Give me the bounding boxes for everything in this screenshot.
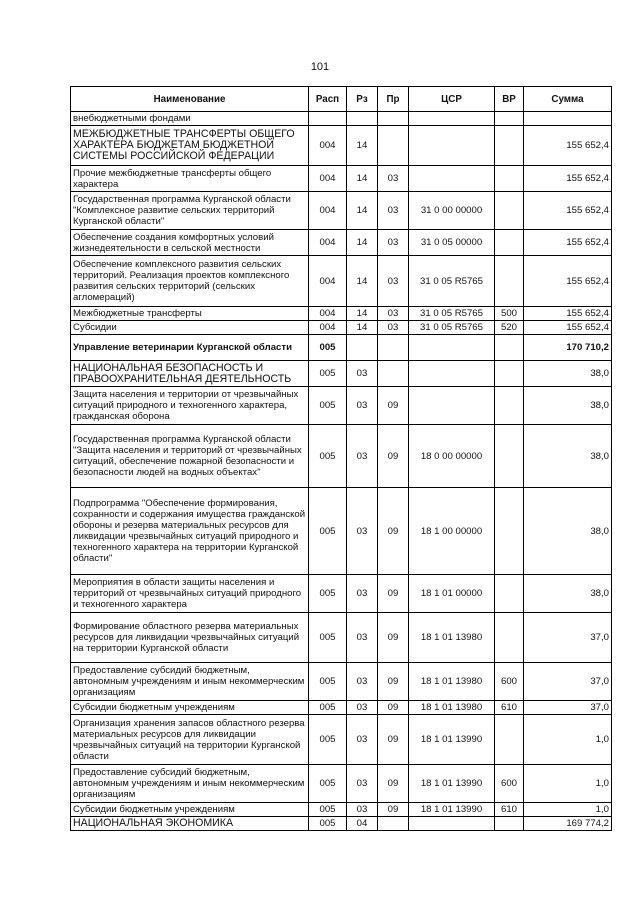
cell-pr [378, 126, 409, 166]
cell-sum: 1,0 [524, 765, 612, 803]
cell-rasp: 005 [309, 613, 347, 663]
cell-pr: 09 [378, 715, 409, 765]
cell-pr [378, 361, 409, 387]
cell-rz: 03 [347, 715, 378, 765]
header-rz: Рз [347, 87, 378, 112]
cell-rasp: 004 [309, 321, 347, 335]
cell-rasp: 004 [309, 192, 347, 230]
header-vr: ВР [495, 87, 524, 112]
table-row [71, 361, 612, 387]
cell-vr [495, 112, 524, 126]
cell-sum: 155 652,4 [524, 126, 612, 166]
cell-name: внебюджетными фондами [71, 112, 309, 126]
cell-rz: 14 [347, 126, 378, 166]
header-pr: Пр [378, 87, 409, 112]
cell-name: Обеспечение создания комфортных условий жизнедеятельности в сельской местности [71, 230, 309, 256]
cell-pr [378, 112, 409, 126]
cell-vr [495, 715, 524, 765]
cell-pr: 09 [378, 765, 409, 803]
cell-vr: 600 [495, 765, 524, 803]
cell-rz: 03 [347, 803, 378, 817]
cell-csr: 18 1 01 13990 [409, 765, 495, 803]
table-row [71, 192, 612, 230]
table-row [71, 701, 612, 715]
cell-rz: 03 [347, 613, 378, 663]
cell-name: Межбюджетные трансферты [71, 307, 309, 321]
cell-vr [495, 335, 524, 361]
cell-vr: 610 [495, 803, 524, 817]
cell-rz: 14 [347, 321, 378, 335]
cell-rasp: 005 [309, 817, 347, 831]
cell-name: Подпрограмма "Обеспечение формирования, сохранности и содержания имущества гражданской обороны и резерва материальных ресурсов для ликвидации чрезвычайных ситуаций природного и техногенного характера на территории Курганской области" [71, 488, 309, 575]
cell-name: Прочие межбюджетные трансферты общего характера [71, 166, 309, 192]
table-row [71, 488, 612, 575]
cell-csr [409, 817, 495, 831]
table-row [71, 126, 612, 166]
cell-sum: 38,0 [524, 575, 612, 613]
cell-rasp: 005 [309, 701, 347, 715]
cell-pr: 09 [378, 575, 409, 613]
cell-rz: 03 [347, 701, 378, 715]
header-csr: ЦСР [409, 87, 495, 112]
cell-csr [409, 361, 495, 387]
page-number: 101 [310, 61, 330, 73]
cell-sum: 1,0 [524, 715, 612, 765]
cell-rz: 04 [347, 817, 378, 831]
cell-sum: 38,0 [524, 425, 612, 488]
cell-rz: 03 [347, 425, 378, 488]
cell-pr: 09 [378, 425, 409, 488]
cell-name: Государственная программа Курганской области "Защита населения и территорий от чрезвычайных ситуаций, обеспечение пожарной безопасности и безопасности людей на водных объектах" [71, 425, 309, 488]
cell-csr: 18 1 01 13980 [409, 701, 495, 715]
cell-csr [409, 335, 495, 361]
cell-csr [409, 387, 495, 425]
cell-pr: 09 [378, 613, 409, 663]
table-row [71, 256, 612, 307]
cell-sum: 37,0 [524, 701, 612, 715]
table-row [71, 817, 612, 831]
cell-sum: 1,0 [524, 803, 612, 817]
table-row [71, 307, 612, 321]
table-row [71, 335, 612, 361]
cell-pr: 03 [378, 230, 409, 256]
cell-csr: 31 0 05 R5765 [409, 256, 495, 307]
header-rasp: Расп [309, 87, 347, 112]
cell-vr [495, 126, 524, 166]
cell-sum: 155 652,4 [524, 166, 612, 192]
cell-sum: 155 652,4 [524, 321, 612, 335]
table-row [71, 575, 612, 613]
cell-sum: 38,0 [524, 387, 612, 425]
cell-name: Обеспечение комплексного развития сельских территорий. Реализация проектов комплексного развития сельских территорий (сельских агломераций) [71, 256, 309, 307]
cell-name: Предоставление субсидий бюджетным, автономным учреждениям и иным некоммерческим организациям [71, 765, 309, 803]
cell-vr: 520 [495, 321, 524, 335]
cell-vr [495, 488, 524, 575]
cell-csr [409, 126, 495, 166]
cell-name: НАЦИОНАЛЬНАЯ ЭКОНОМИКА [71, 817, 309, 831]
cell-sum: 170 710,2 [524, 335, 612, 361]
cell-name: Защита населения и территории от чрезвычайных ситуаций природного и техногенного характера, гражданская оборона [71, 387, 309, 425]
cell-name: Субсидии [71, 321, 309, 335]
cell-pr: 03 [378, 321, 409, 335]
cell-vr [495, 425, 524, 488]
cell-csr: 18 1 01 13980 [409, 663, 495, 701]
cell-rz: 03 [347, 575, 378, 613]
table-row [71, 425, 612, 488]
cell-vr [495, 575, 524, 613]
cell-rasp: 005 [309, 335, 347, 361]
cell-vr [495, 256, 524, 307]
cell-rasp [309, 112, 347, 126]
cell-sum: 155 652,4 [524, 307, 612, 321]
cell-pr: 09 [378, 488, 409, 575]
cell-rasp: 005 [309, 488, 347, 575]
cell-rz: 03 [347, 361, 378, 387]
table-row [71, 765, 612, 803]
header-sum: Сумма [524, 87, 612, 112]
table-row [71, 715, 612, 765]
cell-csr: 18 1 00 00000 [409, 488, 495, 575]
cell-rz: 14 [347, 230, 378, 256]
header-name: Наименование [71, 87, 309, 112]
cell-csr: 18 1 01 13980 [409, 613, 495, 663]
cell-name: Предоставление субсидий бюджетным, автономным учреждениям и иным некоммерческим организациям [71, 663, 309, 701]
cell-rasp: 005 [309, 361, 347, 387]
cell-csr: 18 1 01 00000 [409, 575, 495, 613]
table-row [71, 613, 612, 663]
cell-rasp: 004 [309, 230, 347, 256]
cell-vr [495, 387, 524, 425]
table-row [71, 166, 612, 192]
cell-rasp: 005 [309, 575, 347, 613]
cell-name: Управление ветеринарии Курганской области [71, 335, 309, 361]
cell-pr: 03 [378, 256, 409, 307]
cell-rz: 03 [347, 488, 378, 575]
cell-vr [495, 192, 524, 230]
cell-pr: 09 [378, 701, 409, 715]
cell-sum: 155 652,4 [524, 256, 612, 307]
table-row [71, 803, 612, 817]
cell-name: Формирование областного резерва материальных ресурсов для ликвидации чрезвычайных ситуаций на территории Курганской области [71, 613, 309, 663]
table-row [71, 387, 612, 425]
cell-pr [378, 335, 409, 361]
cell-rasp: 005 [309, 425, 347, 488]
cell-vr: 610 [495, 701, 524, 715]
table-row [71, 230, 612, 256]
cell-rasp: 004 [309, 126, 347, 166]
cell-rasp: 005 [309, 387, 347, 425]
cell-csr: 18 1 01 13990 [409, 803, 495, 817]
cell-vr: 600 [495, 663, 524, 701]
cell-name: Организация хранения запасов областного резерва материальных ресурсов для ликвидации чрезвычайных ситуаций на территории Курганской области [71, 715, 309, 765]
cell-rz [347, 112, 378, 126]
cell-rz: 03 [347, 765, 378, 803]
cell-rasp: 004 [309, 256, 347, 307]
cell-sum: 37,0 [524, 613, 612, 663]
cell-pr: 03 [378, 192, 409, 230]
cell-name: Субсидии бюджетным учреждениям [71, 803, 309, 817]
cell-pr: 09 [378, 663, 409, 701]
cell-rz: 03 [347, 663, 378, 701]
cell-csr: 31 0 05 00000 [409, 230, 495, 256]
cell-pr: 09 [378, 803, 409, 817]
cell-vr [495, 166, 524, 192]
cell-rz: 14 [347, 166, 378, 192]
cell-sum: 38,0 [524, 361, 612, 387]
table-row [71, 321, 612, 335]
cell-name: Мероприятия в области защиты населения и территорий от чрезвычайных ситуаций природного и техногенного характера [71, 575, 309, 613]
cell-sum: 38,0 [524, 488, 612, 575]
cell-sum: 155 652,4 [524, 230, 612, 256]
cell-vr [495, 613, 524, 663]
cell-sum: 169 774,2 [524, 817, 612, 831]
cell-vr [495, 817, 524, 831]
cell-name: Субсидии бюджетным учреждениям [71, 701, 309, 715]
cell-csr: 18 0 00 00000 [409, 425, 495, 488]
cell-sum [524, 112, 612, 126]
cell-rz [347, 335, 378, 361]
cell-rz: 14 [347, 256, 378, 307]
cell-pr: 03 [378, 166, 409, 192]
table-row [71, 112, 612, 126]
cell-vr: 500 [495, 307, 524, 321]
cell-pr: 09 [378, 387, 409, 425]
cell-sum: 37,0 [524, 663, 612, 701]
cell-rasp: 005 [309, 765, 347, 803]
cell-name: Государственная программа Курганской области "Комплексное развитие сельских территорий Курганской области" [71, 192, 309, 230]
cell-pr: 03 [378, 307, 409, 321]
cell-name: НАЦИОНАЛЬНАЯ БЕЗОПАСНОСТЬ И ПРАВООХРАНИТЕЛЬНАЯ ДЕЯТЕЛЬНОСТЬ [71, 361, 309, 387]
cell-csr: 31 0 05 R5765 [409, 307, 495, 321]
cell-csr: 18 1 01 13990 [409, 715, 495, 765]
cell-rasp: 005 [309, 663, 347, 701]
table-row [71, 663, 612, 701]
cell-csr: 31 0 05 R5765 [409, 321, 495, 335]
cell-rz: 03 [347, 387, 378, 425]
table-header-row [71, 87, 612, 112]
cell-csr [409, 166, 495, 192]
cell-rasp: 005 [309, 803, 347, 817]
cell-rz: 14 [347, 307, 378, 321]
cell-rz: 14 [347, 192, 378, 230]
cell-rasp: 004 [309, 166, 347, 192]
budget-table [70, 86, 612, 831]
cell-name: МЕЖБЮДЖЕТНЫЕ ТРАНСФЕРТЫ ОБЩЕГО ХАРАКТЕРА БЮДЖЕТАМ БЮДЖЕТНОЙ СИСТЕМЫ РОССИЙСКОЙ ФЕДЕРАЦИИ [71, 126, 309, 166]
cell-vr [495, 361, 524, 387]
cell-pr [378, 817, 409, 831]
cell-sum: 155 652,4 [524, 192, 612, 230]
cell-vr [495, 230, 524, 256]
cell-rasp: 004 [309, 307, 347, 321]
cell-rasp: 005 [309, 715, 347, 765]
cell-csr: 31 0 00 00000 [409, 192, 495, 230]
cell-csr [409, 112, 495, 126]
